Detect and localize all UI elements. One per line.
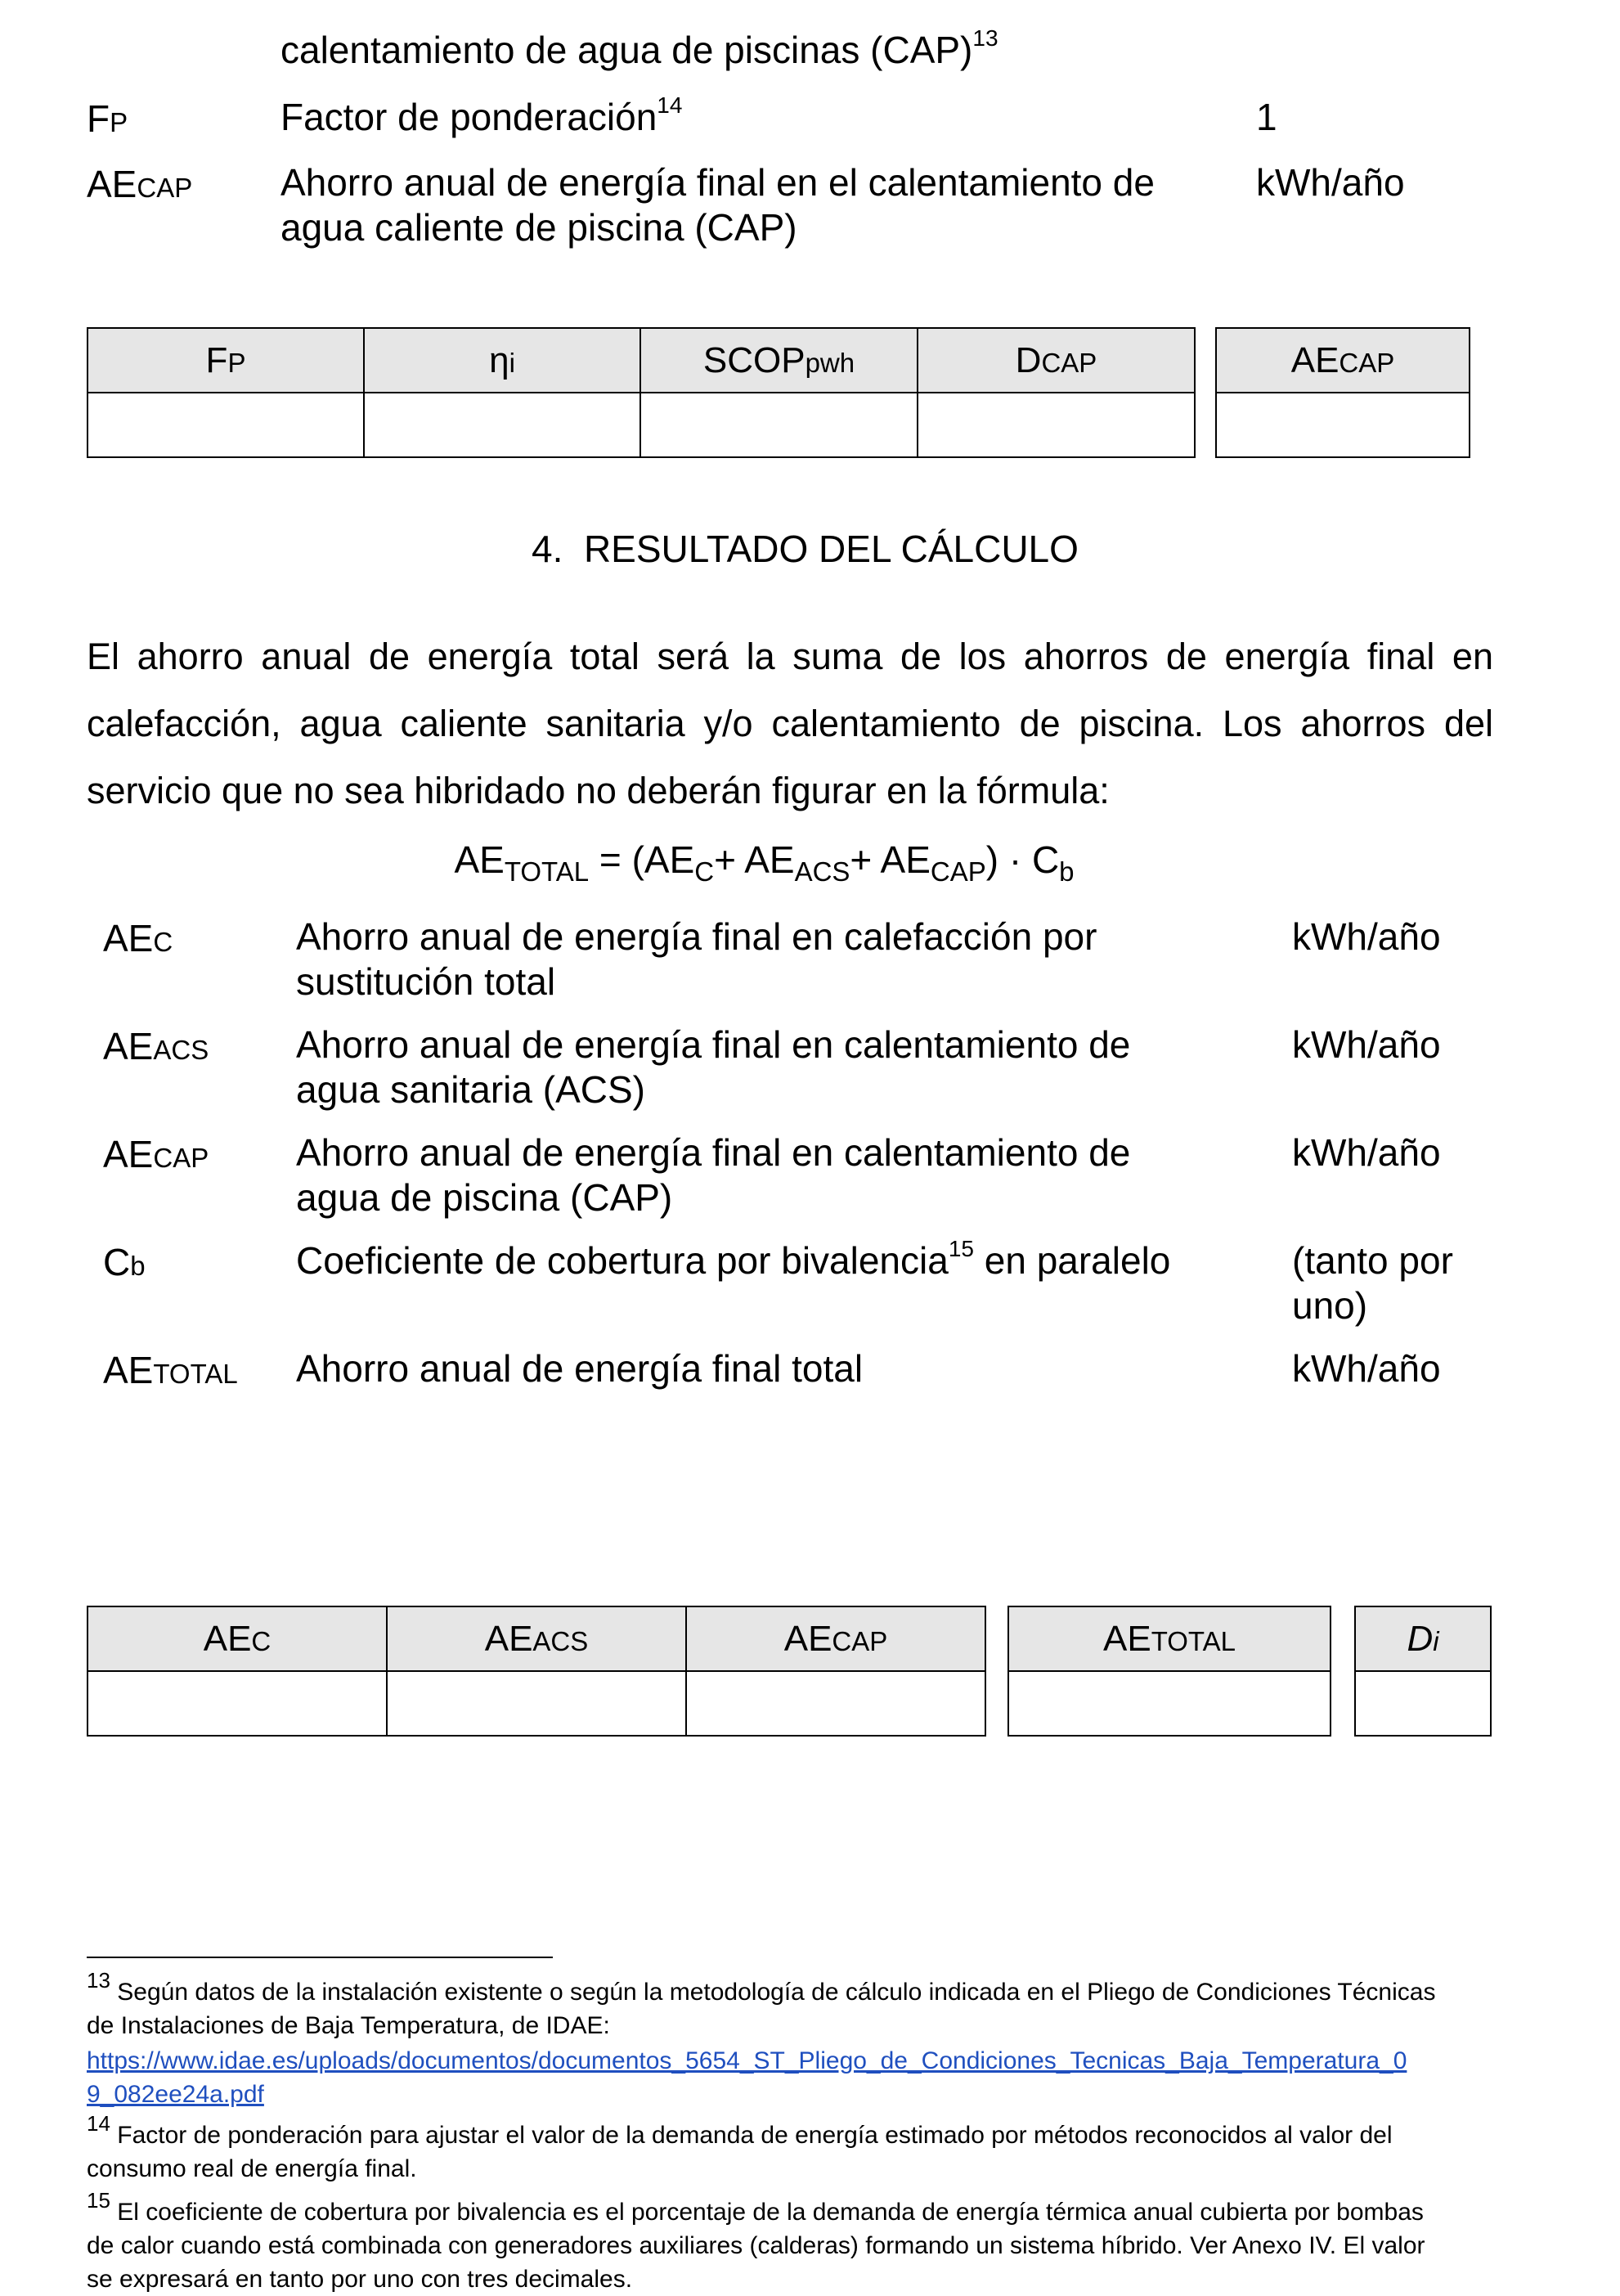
idae-pliego-link-cont[interactable]: 9_082ee24a.pdf bbox=[87, 2081, 264, 2108]
footnote-separator bbox=[87, 1957, 553, 1958]
symbol-main: AE bbox=[87, 163, 137, 205]
header-eta-i: ηi bbox=[364, 328, 640, 393]
savings-table bbox=[87, 1606, 986, 1737]
definition-aeacs: Ahorro anual de energía final en calentamiento de agua sanitaria (ACS) bbox=[296, 1023, 1131, 1111]
cell-aetotal-value[interactable] bbox=[1008, 1671, 1331, 1736]
cell-aecap-2-value[interactable] bbox=[686, 1671, 985, 1736]
header-dcap: DCAP bbox=[918, 328, 1195, 393]
idae-pliego-link[interactable]: https://www.idae.es/uploads/documentos/documentos_5654_ST_Pliego_de_Condiciones_Tecnicas_Baja_Temperatura_0 bbox=[87, 2047, 1407, 2074]
unit-aec: kWh/año bbox=[1292, 915, 1441, 958]
definition-aecap bbox=[280, 160, 1155, 250]
definition-line-2: agua caliente de piscina (CAP) bbox=[280, 206, 797, 249]
input-table-cap bbox=[87, 327, 1196, 458]
section-title: RESULTADO DEL CÁLCULO bbox=[583, 528, 1079, 570]
cell-eta-i-value[interactable] bbox=[364, 393, 640, 457]
cell-aec-value[interactable] bbox=[88, 1671, 387, 1736]
footnote-ref-15: 15 bbox=[948, 1236, 974, 1262]
symbol-aecap-2: AECAP bbox=[103, 1133, 209, 1175]
symbol-aeacs: AEACS bbox=[103, 1025, 209, 1067]
section-heading bbox=[532, 527, 1079, 571]
symbol-main: F bbox=[87, 97, 110, 140]
unit-aecap: kWh/año bbox=[1256, 161, 1405, 204]
footnote-15: $^{15}$ El coeficiente de cobertura por bivalencia es el porcentaje de la demanda de energía térmica anual cubierta por bombas de calor cuando está combinada con generadores auxiliares (calderas) formando un sistema híbrido. Ver Anexo IV. El valor se expresará en tanto por uno con tres decimales. bbox=[87, 2188, 1425, 2293]
header-aecap-2: AECAP bbox=[686, 1606, 985, 1671]
symbol-aetotal: AETOTAL bbox=[103, 1349, 238, 1391]
cell-scop-value[interactable] bbox=[640, 393, 918, 457]
footnote-13: $^{13}$ Según datos de la instalación existente o según la metodología de cálculo indicada en el Pliego de Condiciones Técnicas de Instalaciones de Baja Temperatura, de IDAE: https://www.idae.es/uploads/documentos/documentos_5654_ST_Pliego_de_Condiciones_Tecnicas_Baja_Temperatura_0 9_082ee24a.pdf bbox=[87, 1968, 1436, 2108]
definition-aecap-2: Ahorro anual de energía final en calentamiento de agua de piscina (CAP) bbox=[296, 1131, 1131, 1219]
symbol-cb: Cb bbox=[103, 1241, 146, 1283]
definition-text: Factor de ponderación bbox=[280, 96, 657, 138]
unit-aeacs: kWh/año bbox=[1292, 1023, 1441, 1066]
definition-fp bbox=[280, 92, 683, 140]
symbol-fp bbox=[87, 97, 128, 141]
cell-dcap-value[interactable] bbox=[918, 393, 1195, 457]
definition-continuation bbox=[280, 25, 998, 73]
paragraph-line-1: El ahorro anual de energía total será la suma de los ahorros de energía final en bbox=[87, 636, 1493, 677]
unit-cb: (tanto por uno) bbox=[1292, 1239, 1453, 1327]
definition-aetotal: Ahorro anual de energía final total bbox=[296, 1347, 864, 1390]
unit-aetotal: kWh/año bbox=[1292, 1347, 1441, 1390]
header-fp: FP bbox=[88, 328, 364, 393]
cell-fp-value[interactable] bbox=[88, 393, 364, 457]
cell-di-value[interactable] bbox=[1355, 1671, 1491, 1736]
header-di: Di bbox=[1355, 1606, 1491, 1671]
symbol-sub: CAP bbox=[137, 173, 193, 203]
cell-aecap-value[interactable] bbox=[1216, 393, 1470, 457]
total-table bbox=[1007, 1606, 1331, 1737]
unit-aecap-2: kWh/año bbox=[1292, 1131, 1441, 1174]
paragraph-line-2: calefacción, agua caliente sanitaria y/o calentamiento de piscina. Los ahorros del bbox=[87, 703, 1493, 744]
header-aec: AEC bbox=[88, 1606, 387, 1671]
symbol-aecap bbox=[87, 162, 192, 206]
symbol-aec: AEC bbox=[103, 917, 173, 959]
explanation-paragraph bbox=[87, 623, 1493, 824]
definition-continuation-text: calentamiento de agua de piscinas (CAP) bbox=[280, 29, 973, 71]
total-savings-formula: $AE_{TOTAL} = (AE_C+ AE_{ACS}+ AE_{CAP}) \cdot C_b$ bbox=[454, 838, 1075, 887]
footnote-ref-13: 13 bbox=[972, 25, 998, 52]
unit-fp: 1 bbox=[1256, 96, 1277, 138]
symbol-sub: P bbox=[110, 107, 128, 137]
header-aeacs: AEACS bbox=[387, 1606, 686, 1671]
header-scop-pwh: SCOPpwh bbox=[640, 328, 918, 393]
header-aetotal: AETOTAL bbox=[1008, 1606, 1331, 1671]
result-table-aecap bbox=[1215, 327, 1470, 458]
section-number: 4. bbox=[532, 528, 563, 570]
header-aecap: AECAP bbox=[1216, 328, 1470, 393]
cell-aeacs-value[interactable] bbox=[387, 1671, 686, 1736]
paragraph-line-3: servicio que no sea hibridado no deberán figurar en la fórmula: bbox=[87, 770, 1110, 811]
definition-line-1: Ahorro anual de energía final en el calentamiento de bbox=[280, 161, 1155, 204]
footnote-ref-14: 14 bbox=[657, 92, 683, 119]
definition-cb: Coeficiente de cobertura por bivalencia$^{15}$ en paralelo bbox=[296, 1236, 1171, 1282]
footnote-14: $^{14}$ Factor de ponderación para ajustar el valor de la demanda de energía estimado por métodos reconocidos al valor del consumo real de energía final. bbox=[87, 2111, 1393, 2182]
di-table bbox=[1354, 1606, 1492, 1737]
definition-aec: Ahorro anual de energía final en calefacción por sustitución total bbox=[296, 915, 1097, 1003]
